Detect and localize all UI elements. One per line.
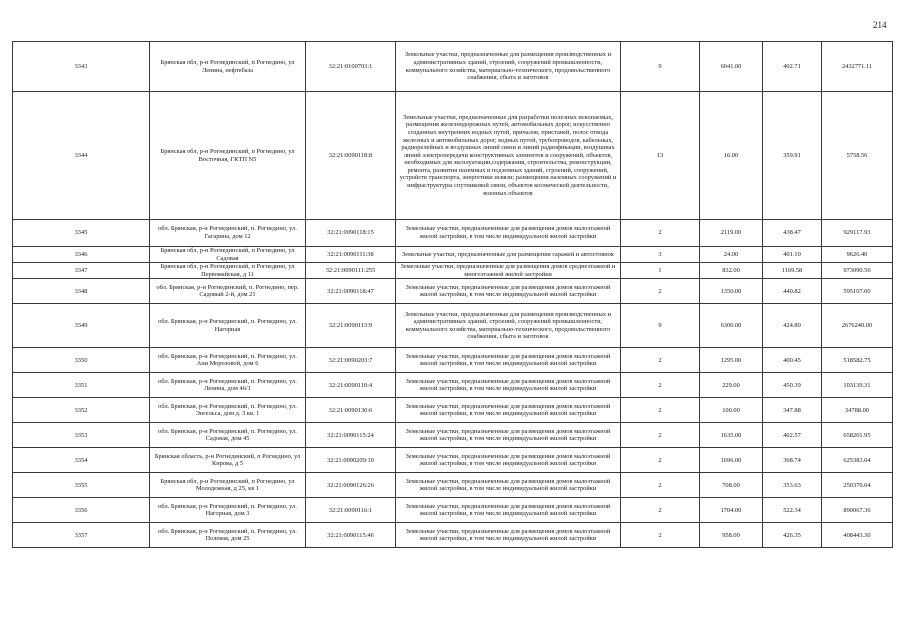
land-purpose-cell: Земельные участки, предназначенные для размещения производственных и административных зданий, строений, сооружений промышленности, коммунального хозяйства, материально-технического, продовольственного снабжения, сбыта и заготовок bbox=[396, 42, 621, 92]
table-row bbox=[13, 348, 893, 373]
cadastral-number-cell: 32:21:0090116:1 bbox=[306, 498, 396, 523]
address-cell: обл. Брянская, р-н Рогнединский, п. Рогнедино, ул. Нагорная, дом 3 bbox=[150, 498, 306, 523]
group-number-cell: 2 bbox=[621, 373, 700, 398]
table-row bbox=[13, 373, 893, 398]
specific-value-cell: 440.82 bbox=[763, 279, 822, 304]
table-row bbox=[13, 398, 893, 423]
specific-value-cell: 401.10 bbox=[763, 247, 822, 263]
cadastral-number-cell: 32:21:0090203:7 bbox=[306, 348, 396, 373]
area-cell: 100.00 bbox=[700, 398, 763, 423]
land-registry-table bbox=[12, 41, 893, 548]
land-purpose-cell: Земельные участки, предназначенные для размещения домов малоэтажной жилой застройки, в том числе индивидуальной жилой застройки bbox=[396, 279, 621, 304]
specific-value-cell: 368.74 bbox=[763, 448, 822, 473]
cadastral-number-cell: 32:21:0090126:26 bbox=[306, 473, 396, 498]
land-purpose-cell: Земельные участки, предназначенные для размещения домов малоэтажной жилой застройки, в том числе индивидуальной жилой застройки bbox=[396, 473, 621, 498]
specific-value-cell: 438.47 bbox=[763, 220, 822, 247]
row-number: 3356 bbox=[13, 498, 150, 523]
address-cell: обл. Брянская, р-н Рогнединский, п. Рогнедино, ул. Полевая, дом 25 bbox=[150, 523, 306, 548]
row-number: 3354 bbox=[13, 448, 150, 473]
group-number-cell: 13 bbox=[621, 92, 700, 220]
specific-value-cell: 359.91 bbox=[763, 92, 822, 220]
cadastral-value-cell: 9626.40 bbox=[822, 247, 893, 263]
group-number-cell: 2 bbox=[621, 423, 700, 448]
table-row bbox=[13, 279, 893, 304]
group-number-cell: 2 bbox=[621, 398, 700, 423]
row-number: 3344 bbox=[13, 92, 150, 220]
cadastral-value-cell: 408443.30 bbox=[822, 523, 893, 548]
land-purpose-cell: Земельные участки, предназначенные для размещения домов малоэтажной жилой застройки, в том числе индивидуальной жилой застройки bbox=[396, 373, 621, 398]
cadastral-value-cell: 929117.93 bbox=[822, 220, 893, 247]
row-number: 3348 bbox=[13, 279, 150, 304]
specific-value-cell: 1169.58 bbox=[763, 263, 822, 279]
row-number: 3351 bbox=[13, 373, 150, 398]
cadastral-number-cell: 32:21:0090111:255 bbox=[306, 263, 396, 279]
land-purpose-cell: Земельные участки, предназначенные для размещения гаражей и автостоянок bbox=[396, 247, 621, 263]
address-cell: обл. Брянская, р-н Рогнединский, п. Рогнедино, ул. Садовая, дом 45 bbox=[150, 423, 306, 448]
cadastral-number-cell: 32:21:0090118:47 bbox=[306, 279, 396, 304]
group-number-cell: 2 bbox=[621, 448, 700, 473]
cadastral-value-cell: 2676240.00 bbox=[822, 304, 893, 348]
area-cell: 6300.00 bbox=[700, 304, 763, 348]
cadastral-value-cell: 625383.04 bbox=[822, 448, 893, 473]
row-number: 3349 bbox=[13, 304, 150, 348]
area-cell: 6041.00 bbox=[700, 42, 763, 92]
cadastral-number-cell: 32:21:0090110:4 bbox=[306, 373, 396, 398]
table-row bbox=[13, 423, 893, 448]
land-purpose-cell: Земельные участки, предназначенные для размещения домов среднеэтажной и многоэтажной жилой застройки bbox=[396, 263, 621, 279]
cadastral-number-cell: 32:21:0090209:10 bbox=[306, 448, 396, 473]
table-row bbox=[13, 523, 893, 548]
land-purpose-cell: Земельные участки, предназначенные для размещения домов малоэтажной жилой застройки, в том числе индивидуальной жилой застройки bbox=[396, 448, 621, 473]
address-cell: Брянская обл, р-н Рогнединский, п Рогнедино, ул Садовая bbox=[150, 247, 306, 263]
cadastral-number-cell: 32:21:0090118:8 bbox=[306, 92, 396, 220]
area-cell: 1696.00 bbox=[700, 448, 763, 473]
row-number: 3343 bbox=[13, 42, 150, 92]
area-cell: 16.00 bbox=[700, 92, 763, 220]
land-purpose-cell: Земельные участки, предназначенные для размещения производственных и административных зданий, строений, сооружений промышленности, коммунального хозяйства, материально-технического, продовольственного снабжения, сбыта и заготовок bbox=[396, 304, 621, 348]
group-number-cell: 2 bbox=[621, 220, 700, 247]
address-cell: Брянская обл, р-н Рогнединский, п Рогнедино, ул Первомайская, д 11 bbox=[150, 263, 306, 279]
address-cell: обл. Брянская, р-н Рогнединский, п. Рогнедино, ул. Ленина, дом 46/1 bbox=[150, 373, 306, 398]
cadastral-value-cell: 518582.75 bbox=[822, 348, 893, 373]
cadastral-value-cell: 890067.36 bbox=[822, 498, 893, 523]
table-row bbox=[13, 220, 893, 247]
address-cell: обл. Брянская, р-н Рогнединский, п. Рогнедино, пер. Садовый 2-й, дом 21 bbox=[150, 279, 306, 304]
page-number: 214 bbox=[873, 20, 887, 30]
address-cell: Брянская обл, р-н Рогнединский, п Рогнедино, ул Восточная, ГКТП N5 bbox=[150, 92, 306, 220]
row-number: 3350 bbox=[13, 348, 150, 373]
address-cell: обл. Брянская, р-н Рогнединский, п. Рогнедино, ул. Ани Морозовой, дом 6 bbox=[150, 348, 306, 373]
table-row bbox=[13, 247, 893, 263]
specific-value-cell: 400.45 bbox=[763, 348, 822, 373]
group-number-cell: 2 bbox=[621, 498, 700, 523]
table-row bbox=[13, 263, 893, 279]
specific-value-cell: 402.57 bbox=[763, 423, 822, 448]
land-purpose-cell: Земельные участки, предназначенные для размещения домов малоэтажной жилой застройки, в том числе индивидуальной жилой застройки bbox=[396, 498, 621, 523]
cadastral-value-cell: 5758.56 bbox=[822, 92, 893, 220]
table-body bbox=[13, 42, 893, 548]
cadastral-value-cell: 973090.56 bbox=[822, 263, 893, 279]
area-cell: 1704.00 bbox=[700, 498, 763, 523]
table-row bbox=[13, 92, 893, 220]
table-row bbox=[13, 473, 893, 498]
specific-value-cell: 402.71 bbox=[763, 42, 822, 92]
group-number-cell: 2 bbox=[621, 279, 700, 304]
address-cell: обл. Брянская, р-н Рогнединский, п. Рогнедино, ул. Гагарина, дом 12 bbox=[150, 220, 306, 247]
specific-value-cell: 353.63 bbox=[763, 473, 822, 498]
cadastral-number-cell: 32:21:0100703:1 bbox=[306, 42, 396, 92]
address-cell: Брянская область, р-н Рогнединский, п Рогнедино, ул Кирова, д 5 bbox=[150, 448, 306, 473]
cadastral-number-cell: 32:21:0090115:46 bbox=[306, 523, 396, 548]
cadastral-value-cell: 658201.95 bbox=[822, 423, 893, 448]
group-number-cell: 2 bbox=[621, 523, 700, 548]
specific-value-cell: 426.35 bbox=[763, 523, 822, 548]
row-number: 3353 bbox=[13, 423, 150, 448]
cadastral-number-cell: 32:21:0090113:9 bbox=[306, 304, 396, 348]
cadastral-value-cell: 250370.04 bbox=[822, 473, 893, 498]
cadastral-number-cell: 32:21:0090118:15 bbox=[306, 220, 396, 247]
specific-value-cell: 450.39 bbox=[763, 373, 822, 398]
land-purpose-cell: Земельные участки, предназначенные для размещения домов малоэтажной жилой застройки, в том числе индивидуальной жилой застройки bbox=[396, 523, 621, 548]
group-number-cell: 3 bbox=[621, 247, 700, 263]
row-number: 3347 bbox=[13, 263, 150, 279]
cadastral-value-cell: 34788.00 bbox=[822, 398, 893, 423]
row-number: 3355 bbox=[13, 473, 150, 498]
address-cell: Брянская обл, р-н Рогнединский, п Рогнедино, ул Ленина, нефтебаза bbox=[150, 42, 306, 92]
row-number: 3345 bbox=[13, 220, 150, 247]
land-purpose-cell: Земельные участки, предназначенные для размещения домов малоэтажной жилой застройки, в том числе индивидуальной жилой застройки bbox=[396, 348, 621, 373]
area-cell: 832.00 bbox=[700, 263, 763, 279]
cadastral-value-cell: 2432771.11 bbox=[822, 42, 893, 92]
area-cell: 1635.00 bbox=[700, 423, 763, 448]
land-purpose-cell: Земельные участки, предназначенные для разработки полезных ископаемых, размещения железнодорожных путей, автомобильных дорог, искусственно созданных внутренних водных путей, причалов, пристаней, полос отвода железных и автомобильных дорог, водных путей, трубопроводов, кабельных, радиорелейных и воздушных линий связи и линий радиофикации, воздушных линий электропередачи конструктивных элементов и сооружений, объектов, необходимых для эксплуатации,содержания, строительства, реконструкции, ремонта, развития наземных и подземных зданий, строений, сооружений, устройств транспорта, энергетики исвязи; размещения наземных сооружений и инфраструктуры спутниковой связи, объектов космической деятельности, военных объектов bbox=[396, 92, 621, 220]
area-cell: 708.00 bbox=[700, 473, 763, 498]
group-number-cell: 9 bbox=[621, 304, 700, 348]
area-cell: 24.00 bbox=[700, 247, 763, 263]
row-number: 3346 bbox=[13, 247, 150, 263]
group-number-cell: 2 bbox=[621, 473, 700, 498]
area-cell: 229.00 bbox=[700, 373, 763, 398]
group-number-cell: 1 bbox=[621, 263, 700, 279]
cadastral-value-cell: 595107.00 bbox=[822, 279, 893, 304]
cadastral-value-cell: 103139.31 bbox=[822, 373, 893, 398]
table-row bbox=[13, 448, 893, 473]
land-purpose-cell: Земельные участки, предназначенные для размещения домов малоэтажной жилой застройки, в том числе индивидуальной жилой застройки bbox=[396, 220, 621, 247]
table-row bbox=[13, 42, 893, 92]
area-cell: 958.00 bbox=[700, 523, 763, 548]
address-cell: обл. Брянская, р-н Рогнединский, п. Рогнедино, ул. Нагорная bbox=[150, 304, 306, 348]
land-purpose-cell: Земельные участки, предназначенные для размещения домов малоэтажной жилой застройки, в том числе индивидуальной жилой застройки bbox=[396, 423, 621, 448]
address-cell: Брянская обл, р-н Рогнединский, п Рогнедино, ул Молодежная, д 25, кв 1 bbox=[150, 473, 306, 498]
area-cell: 2119.00 bbox=[700, 220, 763, 247]
address-cell: обл. Брянская, р-н Рогнединский, п. Рогнедино, ул. Энгельса, дом д. 3 кв. 1 bbox=[150, 398, 306, 423]
specific-value-cell: 424.80 bbox=[763, 304, 822, 348]
specific-value-cell: 522.34 bbox=[763, 498, 822, 523]
table-row bbox=[13, 304, 893, 348]
cadastral-number-cell: 32:21:0090111:38 bbox=[306, 247, 396, 263]
row-number: 3352 bbox=[13, 398, 150, 423]
row-number: 3357 bbox=[13, 523, 150, 548]
cadastral-number-cell: 32:21:0090130:6 bbox=[306, 398, 396, 423]
land-purpose-cell: Земельные участки, предназначенные для размещения домов малоэтажной жилой застройки, в том числе индивидуальной жилой застройки bbox=[396, 398, 621, 423]
specific-value-cell: 347.88 bbox=[763, 398, 822, 423]
area-cell: 1295.00 bbox=[700, 348, 763, 373]
area-cell: 1350.00 bbox=[700, 279, 763, 304]
group-number-cell: 9 bbox=[621, 42, 700, 92]
cadastral-number-cell: 32:21:0090115:24 bbox=[306, 423, 396, 448]
group-number-cell: 2 bbox=[621, 348, 700, 373]
table-row bbox=[13, 498, 893, 523]
